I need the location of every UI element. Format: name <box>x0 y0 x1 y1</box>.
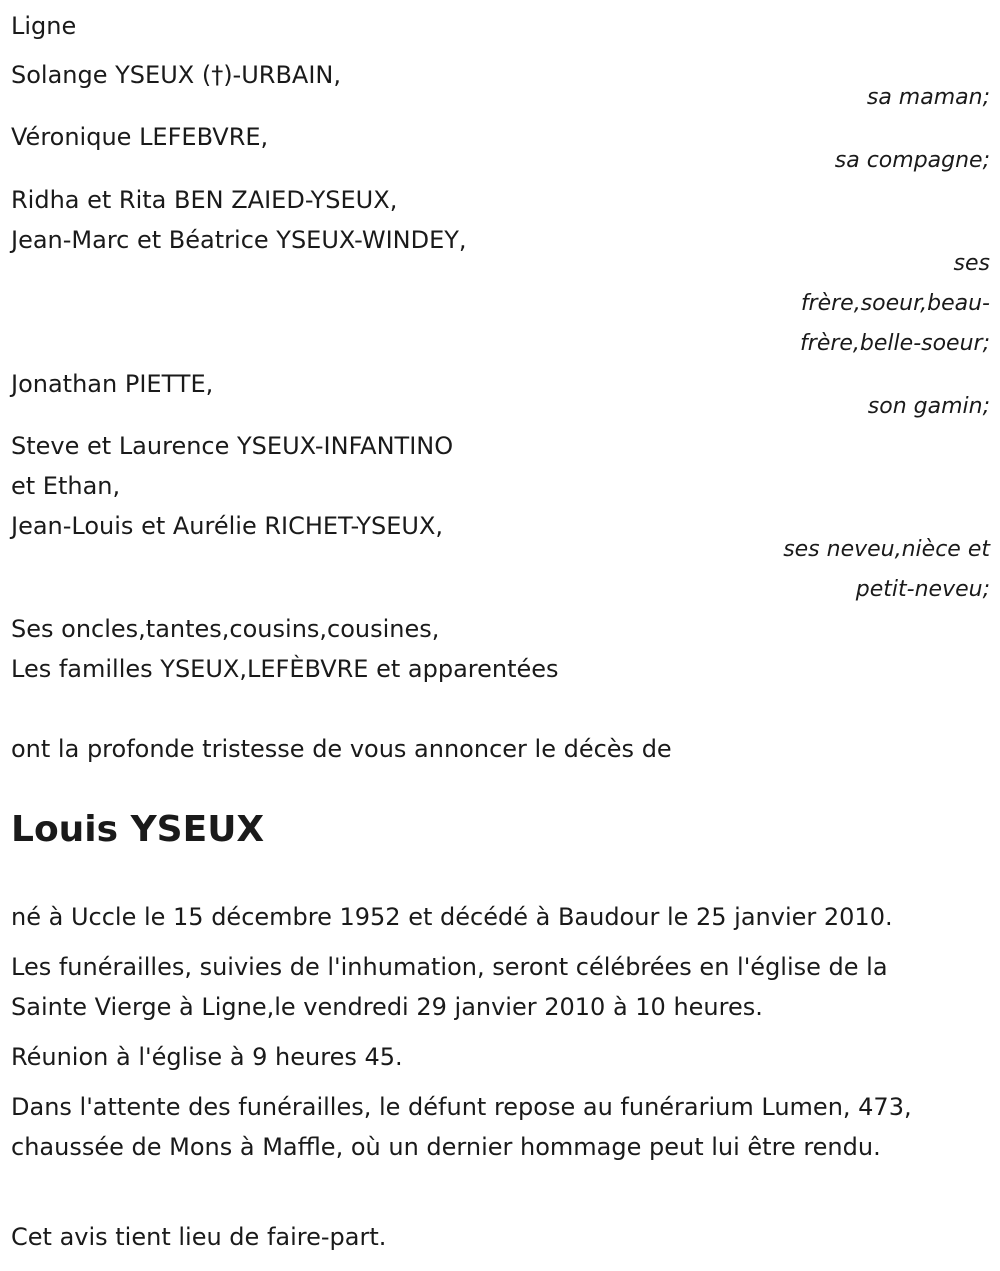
relation-label: frère,soeur,beau- <box>800 291 990 316</box>
family-member-line: Les familles YSEUX,LEFÈBVRE et apparentées <box>11 655 559 683</box>
meeting-details: Réunion à l'église à 9 heures 45. <box>11 1043 403 1071</box>
family-member-line: Jean-Louis et Aurélie RICHET-YSEUX, <box>11 512 444 540</box>
deceased-name: Louis YSEUX <box>11 809 265 850</box>
family-member-line: et Ethan, <box>11 472 121 500</box>
relation-label: ses <box>953 251 990 276</box>
relation-label: sa maman; <box>866 85 990 110</box>
family-member-line: Solange YSEUX (†)-URBAIN, <box>11 61 341 89</box>
announcement-text: ont la profonde tristesse de vous annoncer le décès de <box>11 735 672 763</box>
birth-death-details: né à Uccle le 15 décembre 1952 et décédé à Baudour le 25 janvier 2010. <box>11 903 893 931</box>
family-member-line: Jean-Marc et Béatrice YSEUX-WINDEY, <box>11 226 467 254</box>
relation-label: sa compagne; <box>834 148 990 173</box>
funeral-details: Les funérailles, suivies de l'inhumation, seront célébrées en l'église de la Sainte Vierge à Ligne,le vendredi 29 janvier 2010 à 10 heures. <box>11 953 888 1021</box>
relation-label: petit-neveu; <box>855 577 990 602</box>
notice-footer: Cet avis tient lieu de faire-part. <box>11 1223 387 1251</box>
family-member-line: Steve et Laurence YSEUX-INFANTINO <box>11 432 454 460</box>
family-member-line: Véronique LEFEBVRE, <box>11 123 269 151</box>
family-member-line: Jonathan PIETTE, <box>11 370 214 398</box>
family-member-line: Ridha et Rita BEN ZAIED-YSEUX, <box>11 186 398 214</box>
relation-label: frère,belle-soeur; <box>800 331 990 356</box>
visitation-details: Dans l'attente des funérailles, le défunt repose au funérarium Lumen, 473, chaussée de Mons à Maffle, où un dernier hommage peut lui être rendu. <box>11 1093 912 1161</box>
family-member-line: Ses oncles,tantes,cousins,cousines, <box>11 615 440 643</box>
place-heading: Ligne <box>11 12 77 40</box>
relation-label: ses neveu,nièce et <box>783 537 990 562</box>
relation-label: son gamin; <box>867 394 990 419</box>
